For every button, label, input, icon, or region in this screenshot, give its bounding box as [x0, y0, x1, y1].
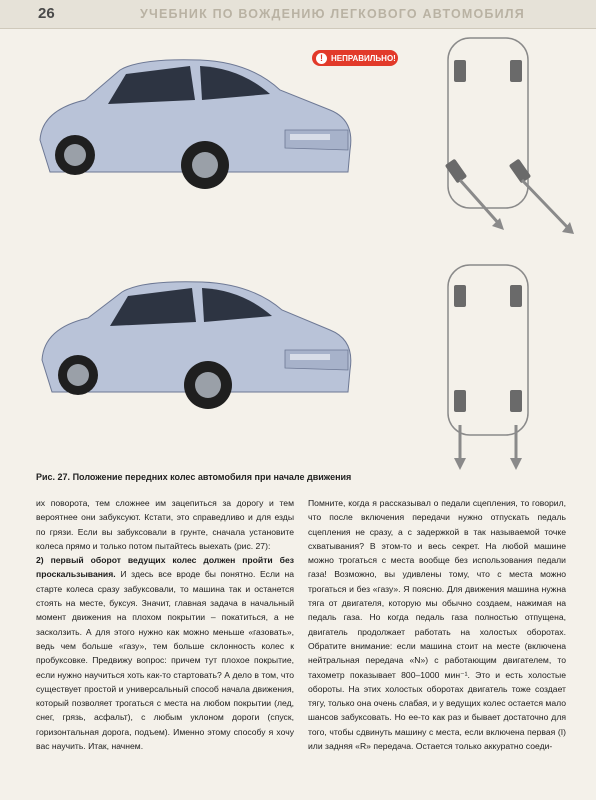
figure-illustration: [30, 30, 590, 490]
text-column-right: [308, 496, 566, 753]
figure-caption-text: Положение передних колес автомобиля при начале движения: [72, 472, 352, 482]
car-top: [40, 60, 351, 189]
text-column-left: [36, 496, 294, 753]
exclamation-icon: !: [316, 53, 327, 64]
wrong-warning-badge: [312, 50, 398, 66]
left-paragraph-2: [36, 553, 294, 753]
book-title: УЧЕБНИК ПО ВОЖДЕНИЮ ЛЕГКОВОГО АВТОМОБИЛЯ: [140, 7, 525, 21]
page-header: [0, 0, 596, 29]
figure-caption: [36, 472, 566, 482]
top-view-car-wrong: [445, 38, 574, 234]
page-number: 26: [38, 5, 55, 22]
left-paragraph-1: их поворота, тем сложнее им зацепиться за дорогу и тем вероятнее они забуксуют. Кстати, это справедливо и для езды по грязи. Если вы забуксовали в грунте, сначала установите колеса прямо и только потом пытайтесь выехать (рис. 27):: [36, 498, 294, 551]
warning-label: НЕПРАВИЛЬНО!: [331, 53, 396, 63]
figure-caption-label: Рис. 27.: [36, 472, 71, 482]
right-paragraph-1: Помните, когда я рассказывал о педали сцепления, то говорил, что после включения передачи нужно отпускать педаль сцепления не сразу, а с задержкой в так называемой точке схватывания? В этом-то и весь секрет. На любой машине можно трогаться с места вообще без использования педали газа! Возможно, вы удивлены тому, что с места можно трогаться и без «газу». Я поясню. Для движения машина нужна тяга от двигателя, которую мы обычно создаем, нажимая на педаль газа. Но когда педаль газа полностью отпущена, двигатель продолжает работать на холостых оборотах. Обратите внимание: если машина стоит на месте (включена нейтральная передача «N») с работающим двигателем, то тахометр показывает 800–1000 мин⁻¹. Это и есть холостые обороты. На этих холостых оборотах двигатель тоже создает тягу, только она очень слабая, и у ведущих колес остается мало шансов забуксовать. Но ее-то как раз и бывает достаточно для того, чтобы сдвинуть машину с места, если включена первая (I) или задняя «R» передача. Остается только аккуратно соеди-: [308, 498, 566, 752]
left-paragraph-2-text: И здесь все вроде бы понятно. Если на старте колеса сразу забуксовали, то машина так и останется стоять на месте, буксуя. Значит, главная задача в начальный момент движения на плохом покрытии – покатиться, а не засколзить. А для этого нужно как можно меньше «газовать», ведь чем больше «газу», тем больше склонность колес к пробуксовке. Предвижу вопрос: причем тут плохое покрытие, если нужно научиться хоть как-то стартовать? А дело в том, что существует простой и универсальный способ начала движения, который позволяет трогаться с места на любом покрытии (лед, снег, грязь, асфальт), с любым уклоном дороги (спуск, горизонтальная дорога, подъем). Именно этому способу я хочу вас научить. Итак, начнем.: [36, 569, 294, 752]
top-view-car-correct: [448, 265, 528, 470]
left-paragraph-2-bold: 2) первый оборот ведущих колес должен пройти без проскальзывания.: [36, 555, 294, 580]
car-bottom: [42, 282, 351, 409]
